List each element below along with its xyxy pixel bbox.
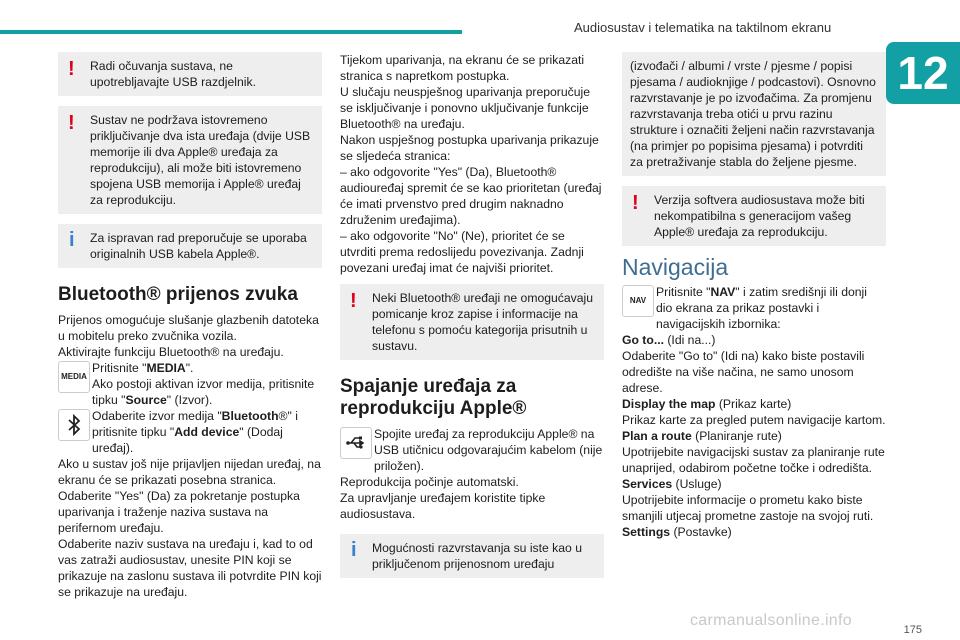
header-rule — [0, 30, 462, 34]
menu-entry-services: Services (Usluge) — [622, 477, 722, 491]
paragraph: Tijekom uparivanja, na ekranu će se prikazati stranica s napretkom postupka. — [340, 53, 585, 83]
paragraph: Prikaz karte za pregled putem navigacije kartom. — [622, 413, 886, 427]
page-header-title: Audiosustav i telematika na taktilnom ekranu — [574, 20, 832, 35]
info-box-usb-cable — [58, 224, 322, 268]
paragraph: Prijenos omogućuje slušanje glazbenih datoteka u mobitelu preko zvučnika vozila. — [58, 313, 319, 343]
paragraph: – ako odgovorite "No" (Ne), prioritet će se utvrditi prema redoslijedu povezivanja. Zadnji povezani uređaj imat će najviši prioritet. — [340, 229, 584, 275]
menu-entry-go-to: Go to... (Idi na...) — [622, 333, 716, 347]
paragraph: Za upravljanje uređajem koristite tipke audiosustava. — [340, 491, 546, 521]
bluetooth-icon — [58, 409, 90, 441]
warning-text: ! Neki Bluetooth® uređaji ne omogućavaju pomicanje kroz zapise i informacije na telefonu s pomoću kategorija prisutnih u sustavu. — [372, 291, 594, 353]
column-2 — [340, 52, 604, 588]
column-3 — [622, 52, 886, 540]
nav-instruction: NAV Pritisnite "NAV" i zatim središnji ili donji dio ekrana za prikaz postavki i navigacijskih izbornika: — [622, 284, 886, 332]
warning-box-software-version — [622, 186, 886, 246]
paragraph: – ako odgovorite "Yes" (Da), Bluetooth® audiouređaj spremit će se kao prioritetan (uređaj će imati prvenstvo pred drugim naknadno združenim uređajima). — [340, 165, 602, 227]
usb-instruction — [340, 426, 604, 474]
paragraph: Reprodukcija počinje automatski. — [340, 475, 519, 489]
section-heading-apple: Spajanje uređaja za reprodukciju Apple® — [340, 376, 527, 419]
paragraph: Spojite uređaj za reprodukciju Apple® na USB utičnicu odgovarajućim kabelom (nije priložen). — [374, 427, 603, 473]
paragraph: Upotrijebite informacije o prometu kako biste smanjili utjecaj prometne zastoje na svojoj ruti. — [622, 493, 874, 523]
paragraph: U slučaju neuspješnog uparivanja preporučuje se isključivanje i ponovno uključivanje funkcije Bluetooth® na uređaju. — [340, 85, 591, 131]
section-heading-navigation: Navigacija — [622, 254, 729, 280]
warning-box-bluetooth-categories — [340, 284, 604, 360]
paragraph: Nakon uspješnog postupka uparivanja prikazuje se sljedeća stranica: — [340, 133, 599, 163]
menu-entry-plan-route: Plan a route (Planiranje rute) — [622, 429, 782, 443]
warning-text: ! Radi očuvanja sustava, ne upotrebljavajte USB razdjelnik. — [90, 59, 256, 89]
bluetooth-instruction: Odaberite izvor medija "Bluetooth®" i pritisnite tipku "Add device" (Dodaj uređaj). — [58, 408, 322, 456]
warning-text: ! Sustav ne podržava istovremeno priključivanje dva ista uređaja (dvije USB memorije ili dva Apple® uređaja za reprodukciju), ali može biti istovremeno spojena USB memorija i Apple® uređaj za reprodukciju. — [90, 113, 311, 207]
info-text: i Za ispravan rad preporučuje se uporaba originalnih USB kabela Apple®. — [90, 231, 307, 261]
media-instruction: MEDIA Pritisnite "MEDIA". Ako postoji aktivan izvor medija, pritisnite tipku "Source" (Izvor). — [58, 360, 322, 408]
info-box-sorting — [340, 534, 604, 578]
paragraph: Odaberite "Yes" (Da) za pokretanje postupka uparivanja i traženje naziva sustava na perifernom uređaju. — [58, 489, 300, 535]
paragraph: Aktivirajte funkciju Bluetooth® na uređaju. — [58, 345, 284, 359]
column-1 — [58, 52, 322, 600]
info-text: (izvođači / albumi / vrste / pjesme / popisi pjesama / audioknjige / podcastovi). Osnovno razvrstavanje je po izvođačima. Za promjenu razvrstavanja treba otići u prvu razinu strukture i označiti željeni način razvrstavanja (na primjer po popisima pjesama) i potvrditi za pretraživanje stabla do željene pjesme. — [630, 59, 876, 169]
section-heading-bluetooth: Bluetooth® prijenos zvuka — [58, 284, 298, 305]
paragraph: Odaberite naziv sustava na uređaju i, kad to od vas zatraži audiosustav, unesite PIN koji se prikazuje na zaslonu sustava ili potvrdite PIN koji se prikazuje na uređaju. — [58, 537, 322, 599]
chapter-tab: 12 — [886, 42, 960, 104]
nav-button-icon: NAV — [622, 285, 654, 317]
info-text: i Mogućnosti razvrstavanja su iste kao u priključenom prijenosnom uređaju — [372, 541, 582, 571]
warning-box-usb-hub — [58, 52, 322, 96]
paragraph: Odaberite "Go to" (Idi na) kako biste postavili odredište na više načina, ne samo unosom adrese. — [622, 349, 865, 395]
usb-icon — [340, 427, 372, 459]
watermark: carmanualsonline.info — [690, 612, 852, 629]
warning-box-two-devices — [58, 106, 322, 214]
continued-info-box — [622, 52, 886, 176]
page-number: 175 — [903, 624, 922, 636]
menu-entry-settings: Settings (Postavke) — [622, 525, 732, 539]
paragraph: Ako u sustav još nije prijavljen nijedan uređaj, na ekranu će se prikazati posebna stranica. — [58, 457, 321, 487]
menu-entry-display-map: Display the map (Prikaz karte) — [622, 397, 792, 411]
warning-text: ! Verzija softvera audiosustava može biti nekompatibilna s generacijom vašeg Apple® uređaja za reprodukciju. — [654, 193, 865, 239]
media-button-icon: MEDIA — [58, 361, 90, 393]
paragraph: Upotrijebite navigacijski sustav za planiranje rute unaprijed, odabirom početne točke i odredišta. — [622, 445, 885, 475]
